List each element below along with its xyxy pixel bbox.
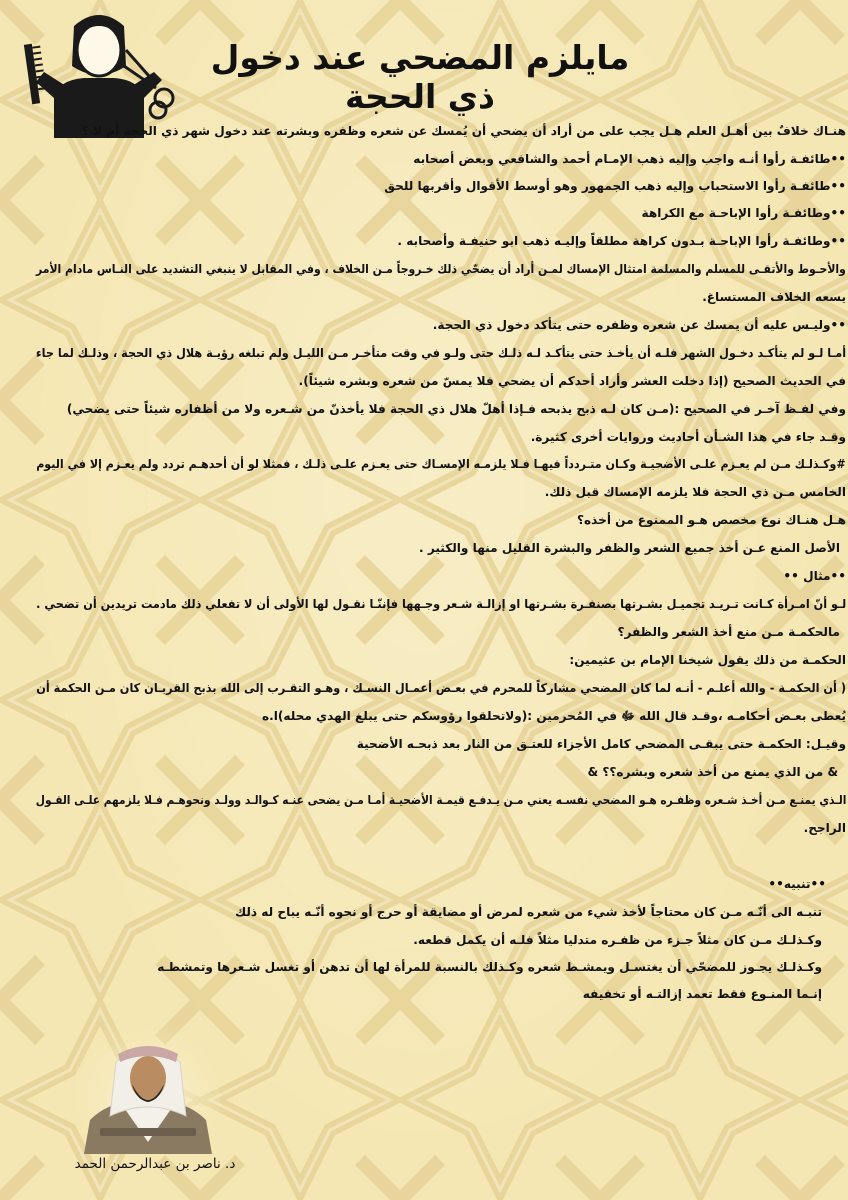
text-line: الـذي يمنـع مـن أخـذ شـعره وظفـره هـو المضحي نفسـه يعني مـن يـدفـع قيمـة الأضحيـة أمـا مـن يضحى عنـه كـوالـد وولـد ونحوهـم فـلا يلزمهم علـى القـول	[35, 793, 846, 807]
text-line: ••طائفـة رأوا أنـه واجب وإليه ذهب الإمـام أحمد والشافعي وبعض أصحابه	[413, 152, 846, 166]
text-line: إنـما المنـوع فقط تعمد إزالتـه أو تخفيفه	[582, 987, 822, 1001]
text-line: وكـذلـك يجـوز للمضحّي أن يغتسـل ويمشـط شعره وكـذلك بالنسبة للمرأة لها أن تدهن أو تغسل شـعرها وتمشطـه	[157, 960, 822, 974]
text-line: يُعطى بعـض أحكامـه ،وقـد قال الله ﷻ في المُحرمين :(ولاتحلقوا رؤوسكم حتى يبلغ الهدي محله)ا.ه	[261, 709, 846, 723]
text-line: يسعه الخلاف المستساغ.	[702, 290, 846, 304]
barber-with-comb-and-scissors-icon	[14, 6, 184, 138]
author-portrait	[76, 1024, 220, 1154]
text-line: لـو أنّ امـرأة كـانت تـريـد تجميـل بشـرتها بصنفـرة بشـرتها او إزالـة شـعر وجـهها فإننّـا نقـول لها الأولى أن لا تفعلي ذلك مادمت تريدين أن تضحي .	[35, 597, 846, 611]
text-line: ••طائفـة رأوا الاستحباب وإليه ذهب الجمهور وهو أوسط الأقوال وأقربها للحق	[384, 179, 846, 193]
text-line: ( أن الحكمـة - والله أعلـم - أنـه لما كان المضحي مشاركاً للمحرم في بعـض أعمـال النسـك ، وهـو التقـرب إلى الله بذبح القربـان كان مـن الحكمة أن	[36, 681, 846, 695]
text-line: أمـا لـو لم يتأكـد دخـول الشهر فلـه أن يأخـذ حتى يتأكـد لـه ذلـك حتى ولـو في وقت متأخـر مـن الليـل ولم تبلغه رؤيـة هلال ذي الحجة ، وذلـك لما جاء	[35, 346, 846, 360]
text-line: هنـاك خلافٌ بين أهـل العلم هـل يجب على من أراد أن يضحي أن يُمسك عن شعره وظفره وبشرته عند دخول شهر ذي الحجة أم لا ؟	[81, 124, 846, 138]
text-line: الحكمـة من ذلك يقول شيخنا الإمام بن عثيمين:	[569, 653, 846, 667]
text-line: تنبـه الى أنّـه مـن كان محتاجاً لأخذ شيء من شعره لمرض أو مضايقة أو حرج أو نحوه أنّـه يباح له ذلك	[235, 905, 822, 919]
text-line: #وكـذلـك مـن لم يعـزم علـى الأضحيـة وكـان متـردداً فيهـا فـلا يلزمـه الإمسـاك حتى يعـزم علـى ذلـك ، فمثلا لو أن أحدهـم تردد ولم يعـزم إلا في اليوم	[36, 457, 846, 471]
text-line: ••وطائفـة رأوا الإباحـة بـدون كراهة مطلقاً وإليـه ذهب ابو حنيفـة وأصحابه .	[397, 234, 846, 248]
text-line: مالحكمـة مـن منع أخذ الشعر والظفر؟	[617, 625, 840, 639]
text-line: & من الذي يمنع من أخذ شعره وبشره؟؟ &	[587, 765, 838, 779]
text-line: وقيـل: الحكمـة حتى يبقـى المضحي كامل الأجزاء للعتـق من النار بعد ذبحـه الأضحية	[356, 737, 846, 751]
text-line: ••وليـس عليه أن يمسك عن شعره وظفره حتى يتأكد دخول ذي الحجة.	[432, 318, 846, 332]
text-line: الراجح.	[803, 821, 846, 835]
text-line: ••مثال ••	[783, 569, 846, 583]
text-line: ••تنبيه••	[768, 877, 826, 891]
text-line: وفي لفـظ آخـر في الصحيح :(مـن كان لـه ذبح يذبحه فـإذا أهلّ هلال ذي الحجة فلا يأخذنّ من شـعره ولا من أظفاره شيئاً حتى يضحي)	[66, 402, 846, 416]
page-title: مايلزم المضحي عند دخول ذي الحجة	[210, 38, 630, 116]
text-line: الأصل المنع عـن أخذ جميع الشعر والظفر والبشرة القليل منها والكثير .	[419, 541, 840, 555]
text-line: في الحديث الصحيح (إذا دخلت العشر وأراد أحدكم أن يضحي فلا يمسّ من شعره وبشره شيئاً).	[298, 374, 846, 388]
text-line: هـل هنـاك نوع مخصص هـو الممنوع من أخذه؟	[576, 513, 846, 527]
text-line: وكـذلـك مـن كان مثلاً جـزء من ظفـره متدليا مثلاً فلـه أن يكمل قطعه.	[413, 933, 822, 947]
author-caption: د. ناصر بن عبدالرحمن الحمد	[74, 1156, 236, 1172]
text-line: وقـد جاء في هذا الشـأن أحاديث وروايات أخرى كثيرة.	[530, 430, 846, 444]
text-line: الخامس مـن ذي الحجة فلا يلزمه الإمساك قبل ذلك.	[544, 485, 846, 499]
text-line: والأحـوط والأتقـى للمسلم والمسلمة امتثال الإمساك لمـن أراد أن يضحّي ذلك خـروجاً مـن الخلاف ، وفي المقابل لا ينبغي التشديد على النـاس مادام الأمر	[36, 262, 846, 276]
text-line: ••وطائفـة رأوا الإباحـة مع الكراهة	[641, 206, 846, 220]
